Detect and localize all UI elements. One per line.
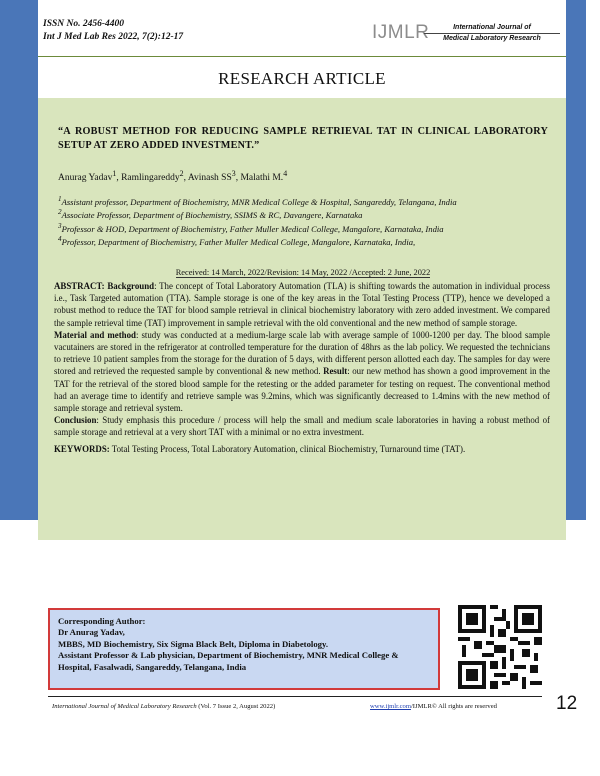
article-title: “A ROBUST METHOD FOR REDUCING SAMPLE RETRIEVAL TAT IN CLINICAL LABORATORY SETUP AT ZERO ADDED INVESTMENT.”	[58, 126, 548, 151]
corresponding-label: Corresponding Author:	[58, 616, 146, 626]
author-sup: 4	[283, 169, 288, 178]
logo-name-line2: Medical Laboratory Research	[443, 35, 541, 42]
received-text: Received: 14 March, 2022/Revision: 14 May, 2022 /Accepted: 2 June, 2022	[175, 268, 431, 277]
journal-citation: Int J Med Lab Res 2022, 7(2):12-17	[43, 32, 184, 42]
author-separator: ,	[183, 173, 188, 184]
keywords-label: KEYWORDS:	[54, 443, 110, 454]
footer-rights	[370, 703, 497, 710]
footer-journal	[52, 703, 275, 710]
affiliation-item	[58, 194, 548, 207]
affiliation-sup: 1	[58, 195, 62, 203]
logo-name-line1: International Journal of	[424, 23, 560, 34]
abstract-methods	[54, 329, 550, 414]
received-dates	[58, 268, 548, 277]
affiliation-text: Professor, Department of Biochemistry, Father Muller Medical College, Mangalore, Karnataka, India,	[61, 236, 416, 247]
conclusion-text: : Study emphasis this procedure / process will help the small and medium scale laboratories in having a robust method of sample storage and retrieval at a very short TAT with a minimal or no extra investment.	[54, 415, 550, 438]
affiliation-sup: 3	[58, 221, 62, 230]
left-accent-bar	[0, 0, 38, 520]
section-band	[38, 56, 566, 100]
keywords	[54, 443, 550, 455]
abstract-label: ABSTRACT:	[54, 281, 105, 291]
journal-header	[38, 0, 566, 56]
conclusion-label: Conclusion	[54, 415, 97, 426]
background-label: Background	[107, 281, 155, 291]
affiliation-sup: 2	[58, 208, 62, 217]
affiliation-text: Associate Professor, Department of Biochemistry, SSIMS & RC, Davangere, Karnataka	[61, 210, 363, 221]
journal-url-link[interactable]: www.ijmlr.com	[370, 703, 411, 710]
author-separator: ,	[235, 173, 241, 184]
methods-text: : study was conducted at a medium-large scale lab with average sample of 1000-1200 per day. The blood sample vacutainers are stored in the refrigerator at controlled temperature for the duration of 48hrs as the lab policy. We requested the technicians to retrieve 10 patient samples from the storage for the duration of 5 days, with different person allotted each day. The samples for day were stored and retrieved the requested sample by conventional & new method.	[54, 329, 550, 377]
author-name: Anurag Yadav	[58, 173, 113, 184]
keywords-text: Total Testing Process, Total Laboratory Automation, clinical Biochemistry, Turnaround time (TAT).	[109, 443, 466, 454]
abstract	[54, 280, 550, 455]
page-footer	[48, 696, 542, 710]
issn-block	[43, 18, 183, 44]
right-accent-bar	[566, 0, 586, 520]
corresponding-qualifications: MBBS, MD Biochemistry, Six Sigma Black Belt, Diploma in Diabetology.	[58, 638, 329, 649]
qr-code-icon	[458, 605, 542, 689]
author-name: Ramlingareddy	[121, 173, 180, 184]
result-label: Result	[323, 366, 348, 377]
abstract-conclusion	[54, 414, 550, 438]
author-separator: ,	[116, 173, 122, 184]
journal-logo-name	[424, 23, 560, 44]
author-sup: 2	[179, 169, 184, 178]
author-list	[58, 169, 287, 183]
affiliation-sup: 4	[58, 235, 62, 244]
author-name: Avinash SS	[187, 173, 232, 184]
affiliation-text: Assistant professor, Department of Biochemistry, MNR Medical College & Hospital, Sangareddy, Telangana, India	[61, 196, 457, 207]
section-title: RESEARCH ARTICLE	[218, 69, 386, 88]
background-text: : The concept of Total Laboratory Automation (TLA) is shifting towards the automation in individual process i.e., Task Targeted automation (TTA). Sample storage is one of the key areas in the Total Testing Process (TTP), hence we developed a robust method to reduce the TAT for blood sample retrieval in clinical biochemistry laboratory with zero added investment. We compared the sample retrieval time (TAT) improvement in sample retrieval with the old conventional and the new method of sample storage.	[54, 281, 550, 328]
result-text: : our new method has shown a good improvement in the TAT for the retrieval of the stored blood sample for the retesting or the added parameter for testing on request. The conventional method had an average time to identify and retrieve sample was 9.2mins, which was significantly decreased to 1.4mins with the new method of sample storage and retrieval system.	[54, 366, 550, 414]
affiliation-item	[58, 207, 548, 220]
affiliations	[58, 194, 548, 247]
author-sup: 1	[112, 169, 117, 178]
article-content	[38, 98, 566, 540]
journal-logo: IJMLR	[372, 22, 430, 43]
author-name: Malathi M.	[240, 173, 284, 184]
footer-volume: (Vol. 7 Issue 2, August 2022)	[196, 703, 276, 710]
affiliation-item	[58, 221, 548, 234]
footer-rights-text: /IJMLR© All rights are reserved	[410, 703, 497, 710]
abstract-background	[54, 280, 550, 329]
methods-label: Material and method	[54, 329, 136, 340]
page-number: 12	[556, 693, 578, 714]
issn-number: ISSN No. 2456-4400	[43, 19, 125, 29]
corresponding-name: Dr Anurag Yadav,	[58, 627, 125, 638]
corresponding-author-box	[48, 608, 440, 690]
affiliation-text: Professor & HOD, Department of Biochemistry, Father Muller Medical College, Mangalore, Karnataka, India	[61, 223, 444, 234]
author-sup: 3	[231, 169, 236, 178]
footer-journal-name: International Journal of Medical Laboratory Research	[52, 703, 197, 710]
corresponding-position: Assistant Professor & Lab physician, Department of Biochemistry, MNR Medical College & Hospital, Fasalwadi, Sangareddy, Telangana, India	[58, 650, 399, 672]
affiliation-item	[58, 234, 548, 247]
corresponding-author-text	[58, 616, 434, 673]
